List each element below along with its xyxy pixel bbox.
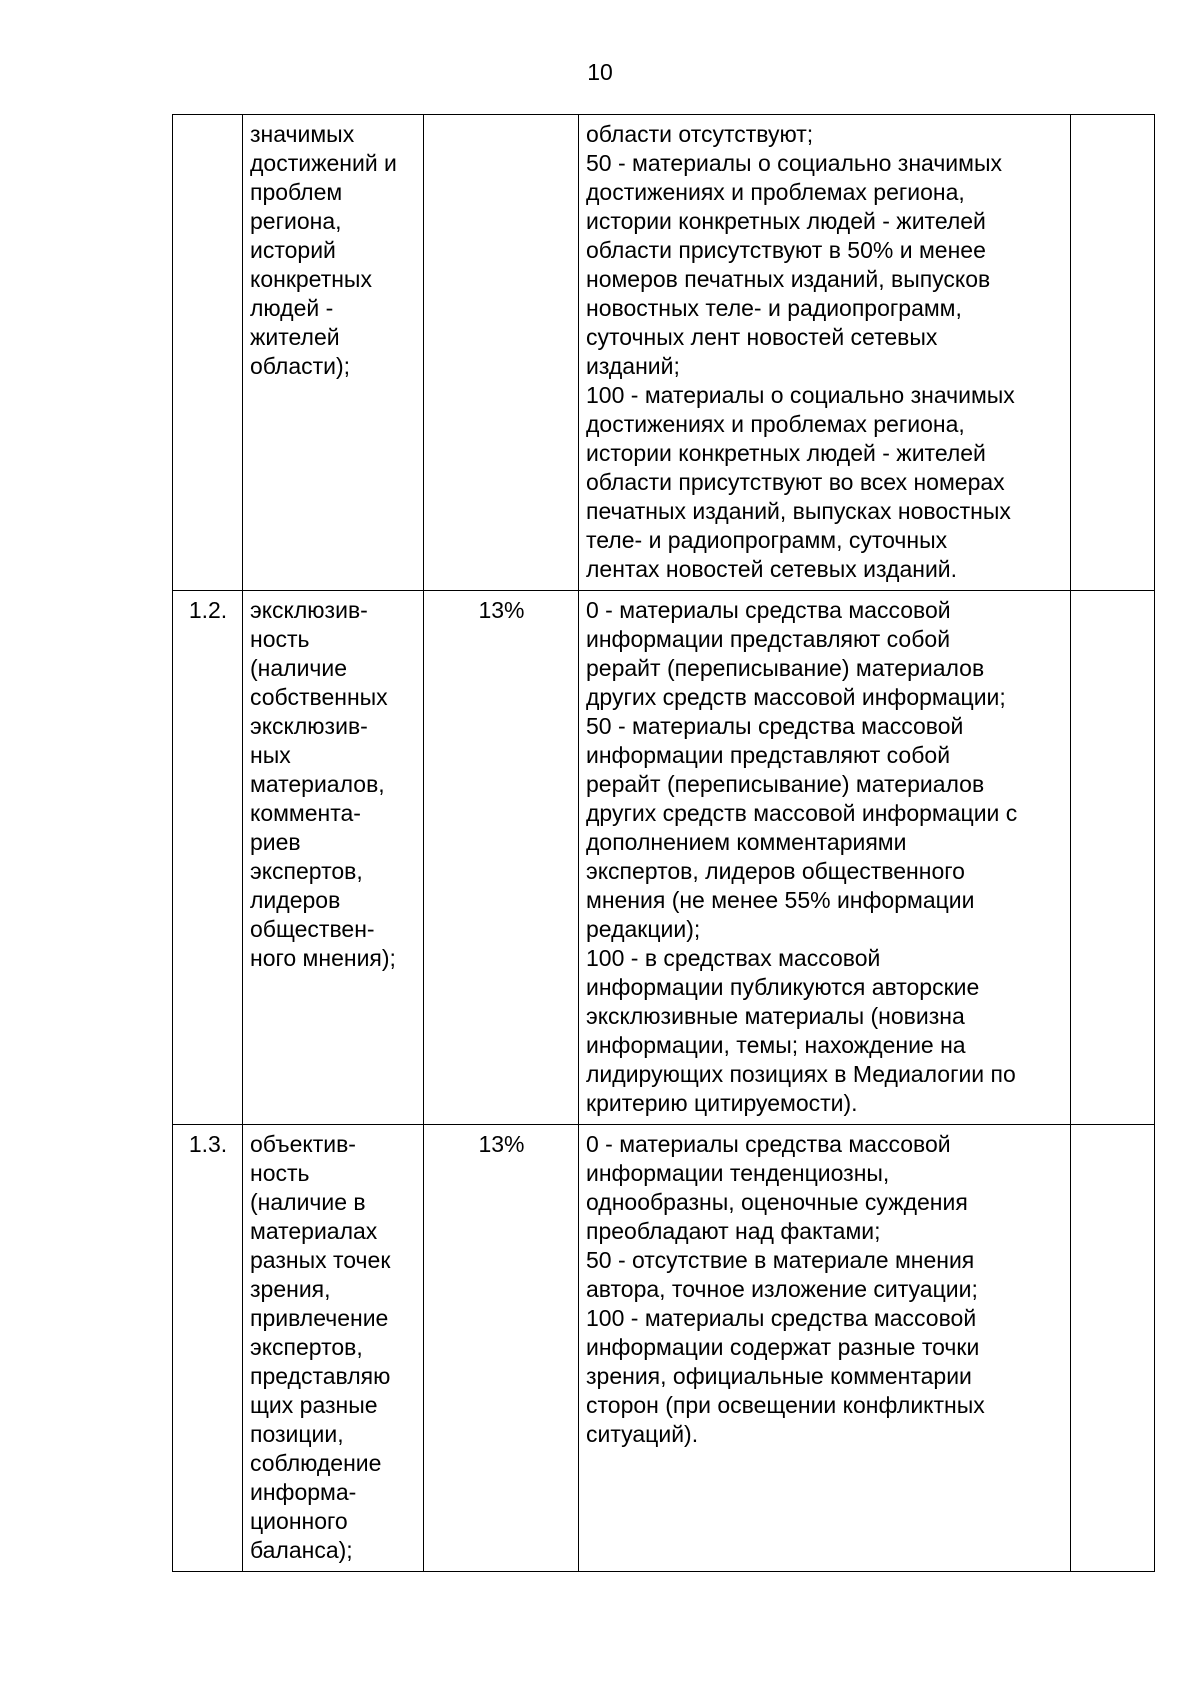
criterion-line: баланса); <box>250 1537 353 1563</box>
weight-cell: 13% <box>424 591 579 1125</box>
criterion-line: материалах <box>250 1218 378 1244</box>
scale-line: информации, темы; нахождение на <box>586 1032 966 1058</box>
criterion-line: позиции, <box>250 1421 344 1447</box>
criterion-line: представляю <box>250 1363 391 1389</box>
row-number-cell <box>173 115 243 591</box>
scale-line: редакции); <box>586 916 701 942</box>
scale-line: рерайт (переписывание) материалов <box>586 655 985 681</box>
scale-line: изданий; <box>586 353 680 379</box>
scale-line: эксклюзивные материалы (новизна <box>586 1003 965 1029</box>
scale-line: достижениях и проблемах региона, <box>586 179 965 205</box>
criteria-table-body <box>173 115 1155 1572</box>
criterion-line: лидеров <box>250 887 341 913</box>
scale-line: других средств массовой информации с <box>586 800 1018 826</box>
criterion-line: жителей <box>250 324 340 350</box>
scale-line: 50 - материалы о социально значимых <box>586 150 1002 176</box>
scale-line: информации представляют собой <box>586 626 951 652</box>
criterion-line: ного мнения); <box>250 945 396 971</box>
criterion-line: информа- <box>250 1479 357 1505</box>
scale-line: критерию цитируемости). <box>586 1090 858 1116</box>
score-cell <box>1071 115 1155 591</box>
scale-line: информации тенденциозны, <box>586 1160 890 1186</box>
criterion-line: соблюдение <box>250 1450 382 1476</box>
criterion-line: риев <box>250 829 301 855</box>
scale-line: преобладают над фактами; <box>586 1218 881 1244</box>
scale-line: новостных теле- и радиопрограмм, <box>586 295 962 321</box>
criterion-line: людей - <box>250 295 334 321</box>
criterion-line: щих разные <box>250 1392 378 1418</box>
page-number: 10 <box>587 59 613 85</box>
scale-line: автора, точное изложение ситуации; <box>586 1276 978 1302</box>
scale-line: области отсутствуют; <box>586 121 814 147</box>
criterion-line: историй <box>250 237 336 263</box>
criterion-line: экспертов, <box>250 1334 363 1360</box>
weight-cell <box>424 115 579 591</box>
criteria-table <box>172 114 1155 1572</box>
criterion-line: конкретных <box>250 266 372 292</box>
scale-line: истории конкретных людей - жителей <box>586 440 986 466</box>
scale-line: рерайт (переписывание) материалов <box>586 771 985 797</box>
criterion-line: области); <box>250 353 351 379</box>
criterion-line: эксклюзив- <box>250 597 368 623</box>
criterion-line: (наличие в <box>250 1189 366 1215</box>
scale-line: ситуаций). <box>586 1421 699 1447</box>
scale-line: информации содержат разные точки <box>586 1334 980 1360</box>
criterion-line: коммента- <box>250 800 361 826</box>
scale-line: экспертов, лидеров общественного <box>586 858 965 884</box>
criterion-line: проблем <box>250 179 343 205</box>
scale-line: 0 - материалы средства массовой <box>586 1131 951 1157</box>
scale-line: 0 - материалы средства массовой <box>586 597 951 623</box>
scale-line: 100 - материалы о социально значимых <box>586 382 1015 408</box>
scale-line: истории конкретных людей - жителей <box>586 208 986 234</box>
table-row <box>173 1125 1155 1572</box>
scale-line: лентах новостей сетевых изданий. <box>586 556 958 582</box>
scoring-scale-cell <box>579 115 1071 591</box>
scale-line: печатных изданий, выпусках новостных <box>586 498 1011 524</box>
criterion-line: собственных <box>250 684 388 710</box>
table-row <box>173 115 1155 591</box>
scale-line: теле- и радиопрограмм, суточных <box>586 527 948 553</box>
scale-line: мнения (не менее 55% информации <box>586 887 975 913</box>
scale-line: 50 - материалы средства массовой <box>586 713 964 739</box>
criterion-cell <box>243 591 424 1125</box>
scale-line: однообразны, оценочные суждения <box>586 1189 968 1215</box>
row-number-cell: 1.2. <box>173 591 243 1125</box>
criterion-line: достижений и <box>250 150 397 176</box>
criterion-line: объектив- <box>250 1131 356 1157</box>
criterion-line: ность <box>250 626 310 652</box>
criterion-line: зрения, <box>250 1276 331 1302</box>
scoring-scale-cell <box>579 1125 1071 1572</box>
scale-line: дополнением комментариями <box>586 829 907 855</box>
criterion-line: привлечение <box>250 1305 389 1331</box>
criterion-line: значимых <box>250 121 355 147</box>
scale-line: 50 - отсутствие в материале мнения <box>586 1247 975 1273</box>
scale-line: области присутствуют в 50% и менее <box>586 237 986 263</box>
criterion-line: ных <box>250 742 291 768</box>
criterion-line: обществен- <box>250 916 375 942</box>
scale-line: 100 - материалы средства массовой <box>586 1305 977 1331</box>
criterion-line: ционного <box>250 1508 348 1534</box>
scale-line: лидирующих позициях в Медиалогии по <box>586 1061 1016 1087</box>
score-cell <box>1071 1125 1155 1572</box>
criterion-line: материалов, <box>250 771 385 797</box>
scale-line: информации публикуются авторские <box>586 974 980 1000</box>
scale-line: достижениях и проблемах региона, <box>586 411 965 437</box>
scale-line: области присутствуют во всех номерах <box>586 469 1005 495</box>
scale-line: 100 - в средствах массовой <box>586 945 881 971</box>
scale-line: информации представляют собой <box>586 742 951 768</box>
criterion-cell <box>243 115 424 591</box>
row-number-cell: 1.3. <box>173 1125 243 1572</box>
criterion-cell <box>243 1125 424 1572</box>
scoring-scale-cell <box>579 591 1071 1125</box>
criterion-line: региона, <box>250 208 342 234</box>
score-cell <box>1071 591 1155 1125</box>
weight-cell: 13% <box>424 1125 579 1572</box>
criterion-line: экспертов, <box>250 858 363 884</box>
criterion-line: (наличие <box>250 655 348 681</box>
criterion-line: ность <box>250 1160 310 1186</box>
scale-line: суточных лент новостей сетевых <box>586 324 938 350</box>
scale-line: других средств массовой информации; <box>586 684 1006 710</box>
table-row <box>173 591 1155 1125</box>
criterion-line: разных точек <box>250 1247 391 1273</box>
scale-line: номеров печатных изданий, выпусков <box>586 266 991 292</box>
scale-line: зрения, официальные комментарии <box>586 1363 972 1389</box>
scale-line: сторон (при освещении конфликтных <box>586 1392 985 1418</box>
criterion-line: эксклюзив- <box>250 713 368 739</box>
